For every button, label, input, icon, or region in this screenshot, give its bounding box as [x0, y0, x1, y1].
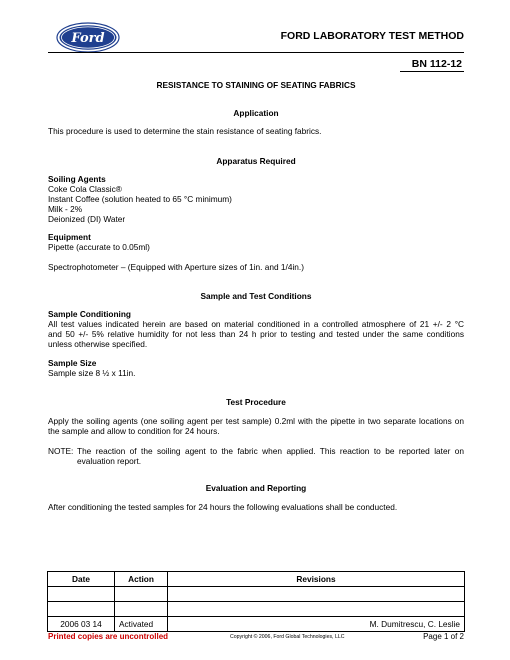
soiling-agents-heading: Soiling Agents [48, 174, 106, 184]
equipment-item: Pipette (accurate to 0.05ml) [48, 242, 150, 252]
header-title: FORD LABORATORY TEST METHOD [280, 30, 464, 42]
application-text: This procedure is used to determine the stain resistance of seating fabrics. [48, 126, 322, 136]
column-header-revisions: Revisions [168, 572, 465, 587]
note-line: evaluation report. [77, 456, 142, 466]
apparatus-heading: Apparatus Required [216, 156, 296, 166]
cell-revisions [168, 587, 465, 602]
header-divider [48, 52, 464, 53]
method-code-underline [400, 71, 464, 72]
conditioning-line: All test values indicated herein are based on material conditioned in a controlled atmosphere of 21 +/- 2 °C [48, 319, 464, 329]
cell-revisions: M. Dumitrescu, C. Leslie [168, 617, 465, 632]
equipment-heading: Equipment [48, 232, 91, 242]
equipment-item: Spectrophotometer – (Equipped with Aperture sizes of 1in. and 1/4in.) [48, 262, 304, 272]
note-line: The reaction of the soiling agent to the fabric when applied. This reaction to be reported later on [77, 446, 464, 456]
conditioning-line: unless otherwise specified. [48, 339, 148, 349]
cell-action: Activated [115, 617, 168, 632]
table-row [48, 602, 465, 617]
evaluation-heading: Evaluation and Reporting [205, 483, 307, 493]
method-code: BN 112-12 [411, 58, 462, 70]
conditioning-line: and 50 +/- 5% relative humidity for not less than 24 h prior to testing and tested under the same conditions [48, 329, 464, 339]
cell-revisions [168, 602, 465, 617]
cell-date: 2006 03 14 [48, 617, 115, 632]
sample-size-text: Sample size 8 ½ x 11in. [48, 368, 136, 378]
soiling-agent-item: Deionized (DI) Water [48, 214, 126, 224]
sample-size-heading: Sample Size [48, 358, 97, 368]
evaluation-text: After conditioning the tested samples for 24 hours the following evaluations shall be conducted. [48, 502, 398, 512]
cell-date [48, 602, 115, 617]
sample-conditioning-heading: Sample Conditioning [48, 309, 131, 319]
cell-action [115, 602, 168, 617]
copyright-notice: Copyright © 2006, Ford Global Technologies, LLC [230, 634, 345, 640]
soiling-agent-item: Coke Cola Classic® [48, 184, 122, 194]
revisions-header-row [48, 572, 465, 587]
procedure-heading: Test Procedure [226, 397, 286, 407]
cell-date [48, 587, 115, 602]
table-row [48, 617, 465, 632]
procedure-line: Apply the soiling agents (one soiling agent per test sample) 0.2ml with the pipette in two separate locations on [48, 416, 464, 426]
page-number: Page 1 of 2 [423, 632, 464, 641]
column-header-date: Date [48, 572, 115, 587]
column-header-action: Action [115, 572, 168, 587]
soiling-agent-item: Milk - 2% [48, 204, 83, 214]
application-heading: Application [233, 108, 279, 118]
revisions-table [47, 571, 465, 632]
document-title: RESISTANCE TO STAINING OF SEATING FABRICS [156, 80, 356, 90]
soiling-agent-item: Instant Coffee (solution heated to 65 °C minimum) [48, 194, 232, 204]
cell-action [115, 587, 168, 602]
note-label: NOTE: [48, 446, 74, 456]
ford-logo-text: Ford [71, 31, 105, 46]
procedure-line: the sample and allow to condition for 24 hours. [48, 426, 220, 436]
conditions-heading: Sample and Test Conditions [200, 291, 312, 301]
table-row [48, 587, 465, 602]
uncontrolled-copy-warning: Printed copies are uncontrolled [48, 632, 169, 641]
ford-logo [56, 22, 120, 53]
